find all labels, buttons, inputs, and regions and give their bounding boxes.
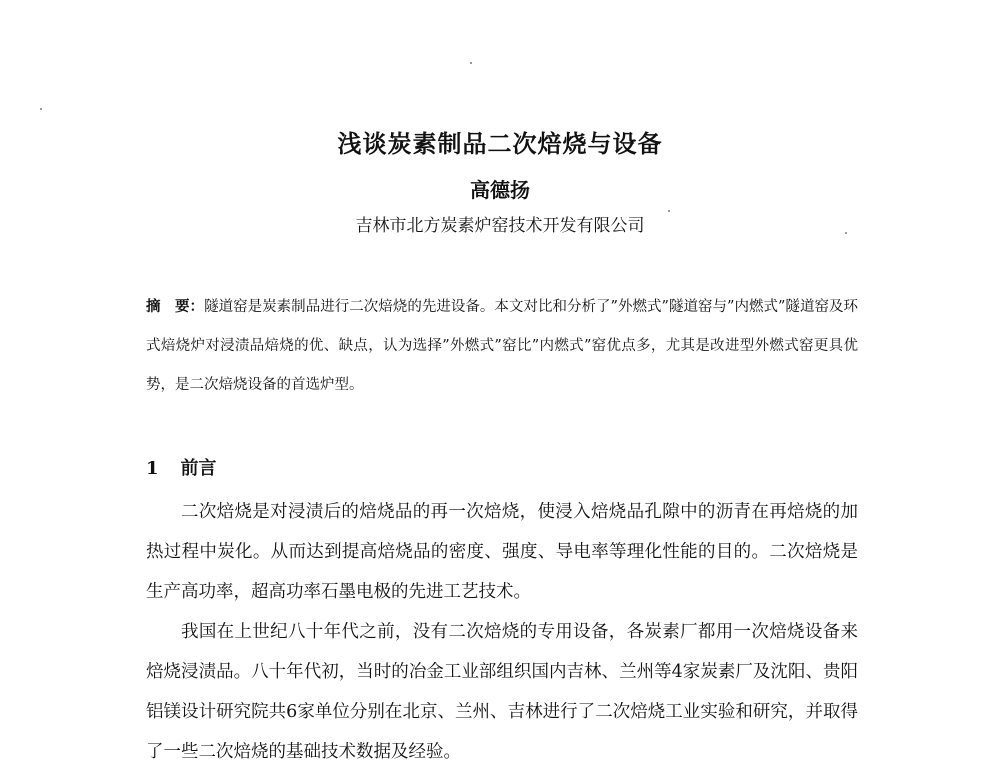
paragraph: 我国在上世纪八十年代之前，没有二次焙烧的专用设备，各炭素厂都用一次焙烧设备来焙烧浸渍品。八十年代初，当时的冶金工业部组织国内吉林、兰州等4家炭素厂及沈阳、贵阳铝镁设计研究院共6家单位分别在北京、兰州、吉林进行了二次焙烧工业实验和研究，并取得了一些二次焙烧的基础技术数据及经验。 — [146, 622, 858, 762]
section-title: 前言 — [180, 458, 217, 479]
paragraph: 二次焙烧是对浸渍后的焙烧品的再一次焙烧，使浸入焙烧品孔隙中的沥青在再焙烧的加热过程中炭化。从而达到提高焙烧品的密度、强度、导电率等理化性能的目的。二次焙烧是生产高功率，超高功率石墨电极的先进工艺技术。 — [146, 502, 858, 602]
section-number: 1 — [146, 458, 159, 479]
scan-speck — [40, 108, 42, 110]
abstract-text: 隧道窑是炭素制品进行二次焙烧的先进设备。本文对比和分析了”外燃式”隧道窑与”内燃式”隧道窑及环式焙烧炉对浸渍品焙烧的优、缺点，认为选择”外燃式”窑比”内燃式”窑优点多，尤其是改进型外燃式窑更具优势，是二次焙烧设备的首选炉型。 — [146, 299, 859, 393]
scan-speck — [470, 62, 472, 64]
author-name: 高德扬 — [470, 178, 530, 202]
abstract-label: 摘 要： — [146, 298, 205, 315]
paper-title: 浅谈炭素制品二次焙烧与设备 — [337, 129, 663, 158]
section-heading — [146, 452, 217, 486]
author-affiliation: 吉林市北方炭素炉窑技术开发有限公司 — [355, 216, 645, 236]
abstract — [146, 287, 858, 405]
body-text — [146, 492, 858, 772]
